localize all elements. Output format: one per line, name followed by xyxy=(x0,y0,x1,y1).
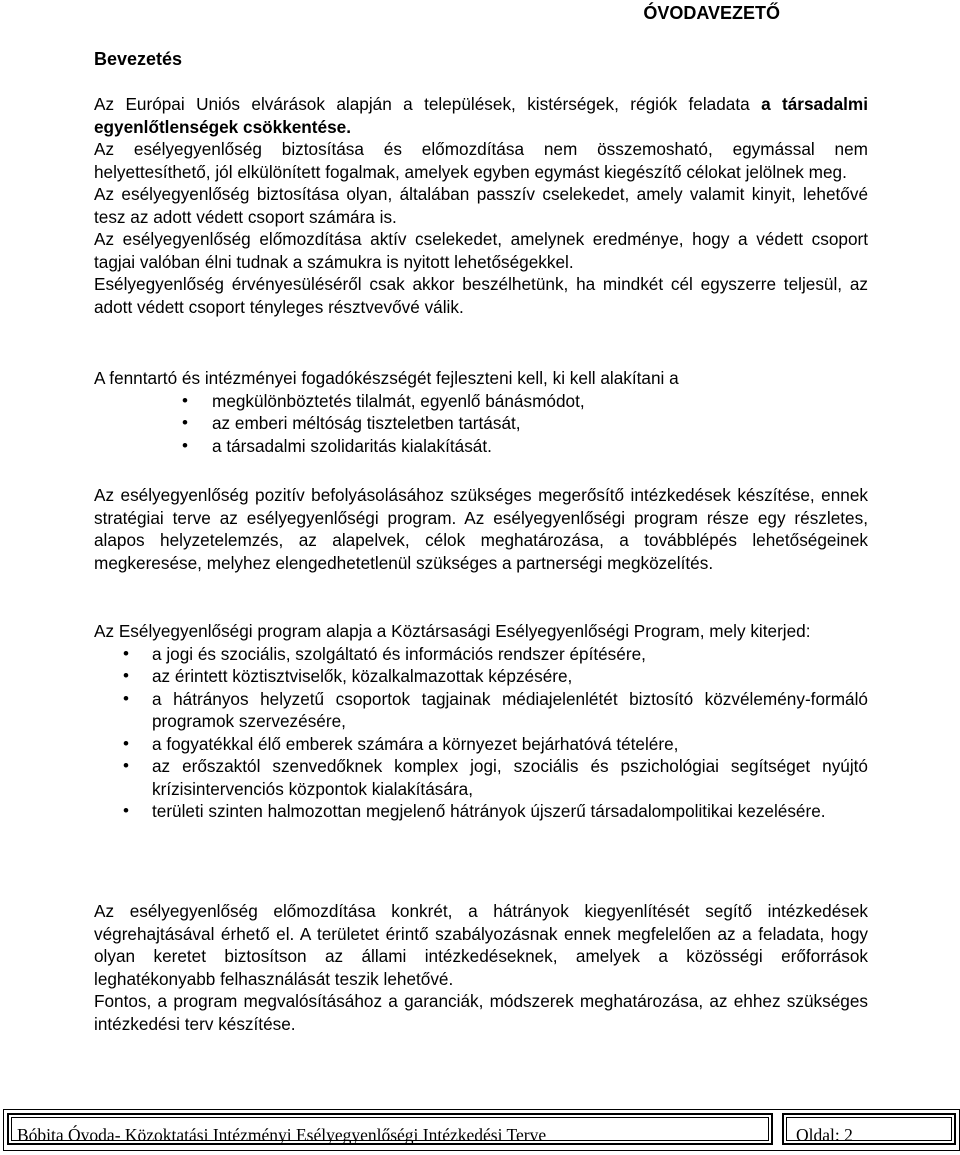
section-title: Bevezetés xyxy=(94,49,183,69)
section4-lead: Az Esélyegyenlőségi program alapja a Köztársasági Esélyegyenlőségi Program, mely kiterjed: xyxy=(94,621,811,641)
intro-paragraph-5: Esélyegyenlőség érvényesüléséről csak akkor beszélhetünk, ha mindkét cél egyszerre teljesül, az adott védett csoport tényleges résztvevővé válik. xyxy=(94,274,868,317)
header-title: ÓVODAVEZETŐ xyxy=(643,3,780,23)
intro-paragraph-4: Az esélyegyenlőség előmozdítása aktív cselekedet, amelynek eredménye, hogy a védett csoport tagjai valóban élni tudnak a számukra is nyitott lehetőségekkel. xyxy=(94,229,868,272)
section3-block xyxy=(94,484,868,574)
list-item: • megkülönböztetés tilalmát, egyenlő bánásmódot, xyxy=(94,390,868,413)
list-item: • a jogi és szociális, szolgáltató és információs rendszer építésére, xyxy=(94,643,868,666)
footer-page-box xyxy=(782,1113,956,1145)
section4-block xyxy=(94,620,868,823)
list-item: • az erőszaktól szenvedőknek komplex jogi, szociális és pszichológiai segítséget nyújtó krízisintervenciós központok kialakítására, xyxy=(94,755,868,800)
intro-paragraph-2: Az esélyegyenlőség biztosítása és előmozdítása nem összemosható, egymással nem helyettesíthető, jól elkülönített fogalmak, amelyek egyben egymást kiegészítő célokat jelölnek meg. xyxy=(94,139,868,182)
intro-paragraph-3: Az esélyegyenlőség biztosítása olyan, általában passzív cselekedet, amely valamit kinyit, lehetővé tesz az adott védett csoport számára is. xyxy=(94,184,868,227)
intro-paragraph-1 xyxy=(94,93,868,138)
section3-paragraph: Az esélyegyenlőség pozitív befolyásolásához szükséges megerősítő intézkedések készítése, ennek stratégiai terve az esélyegyenlőségi program. Az esélyegyenlőségi program része egy részletes, alapos helyzetelemzés, az alapelvek, célok meghatározása, a továbblépés lehetőségeinek megkeresése, melyhez elengedhetetlenül szükséges a partnerségi megközelítés. xyxy=(94,485,868,573)
section2-lead: A fenntartó és intézményei fogadókészségét fejleszteni kell, ki kell alakítani a xyxy=(94,368,679,388)
section2-block xyxy=(94,367,868,457)
list-item: • az érintett köztisztviselők, közalkalmazottak képzésére, xyxy=(94,665,868,688)
page-footer xyxy=(3,1109,960,1151)
intro-block xyxy=(94,93,868,318)
intro-p1-text: Az Európai Uniós elvárások alapján a települések, kistérségek, régiók feladata xyxy=(94,94,750,114)
list-item: • az emberi méltóság tiszteletben tartását, xyxy=(94,412,868,435)
list-item: • a fogyatékkal élő emberek számára a környezet bejárhatóvá tételére, xyxy=(94,733,868,756)
footer-title: Bóbita Óvoda- Közoktatási Intézményi Esélyegyenlőségi Intézkedési Terve xyxy=(17,1125,547,1145)
list-item: • területi szinten halmozottan megjelenő hátrányok újszerű társadalompolitikai kezelésére. xyxy=(94,800,868,823)
page-number: Oldal: 2 xyxy=(796,1125,853,1145)
section4-list xyxy=(94,643,868,823)
section5-paragraph-2: Fontos, a program megvalósításához a garanciák, módszerek meghatározása, az ehhez szükséges intézkedési terv készítése. xyxy=(94,991,868,1034)
section5-paragraph-1: Az esélyegyenlőség előmozdítása konkrét, a hátrányok kiegyenlítését segítő intézkedések végrehajtásával érhető el. A területet érintő szabályozásnak ennek megfelelően az a feladata, hogy olyan keretet biztosítson az állami intézkedéseknek, amelyek a közösségi erőforrások leghatékonyabb felhasználását teszik lehetővé. xyxy=(94,901,868,989)
footer-title-box xyxy=(7,1113,773,1145)
list-item: • a társadalmi szolidaritás kialakítását. xyxy=(94,435,868,458)
intro-p1-bold: a társadalmi egyenlőtlenségek csökkentése. xyxy=(94,94,868,137)
section2-list xyxy=(94,390,868,458)
section5-block xyxy=(94,900,868,1035)
list-item: • a hátrányos helyzetű csoportok tagjainak médiajelenlétét biztosító közvélemény-formáló programok szervezésére, xyxy=(94,688,868,733)
